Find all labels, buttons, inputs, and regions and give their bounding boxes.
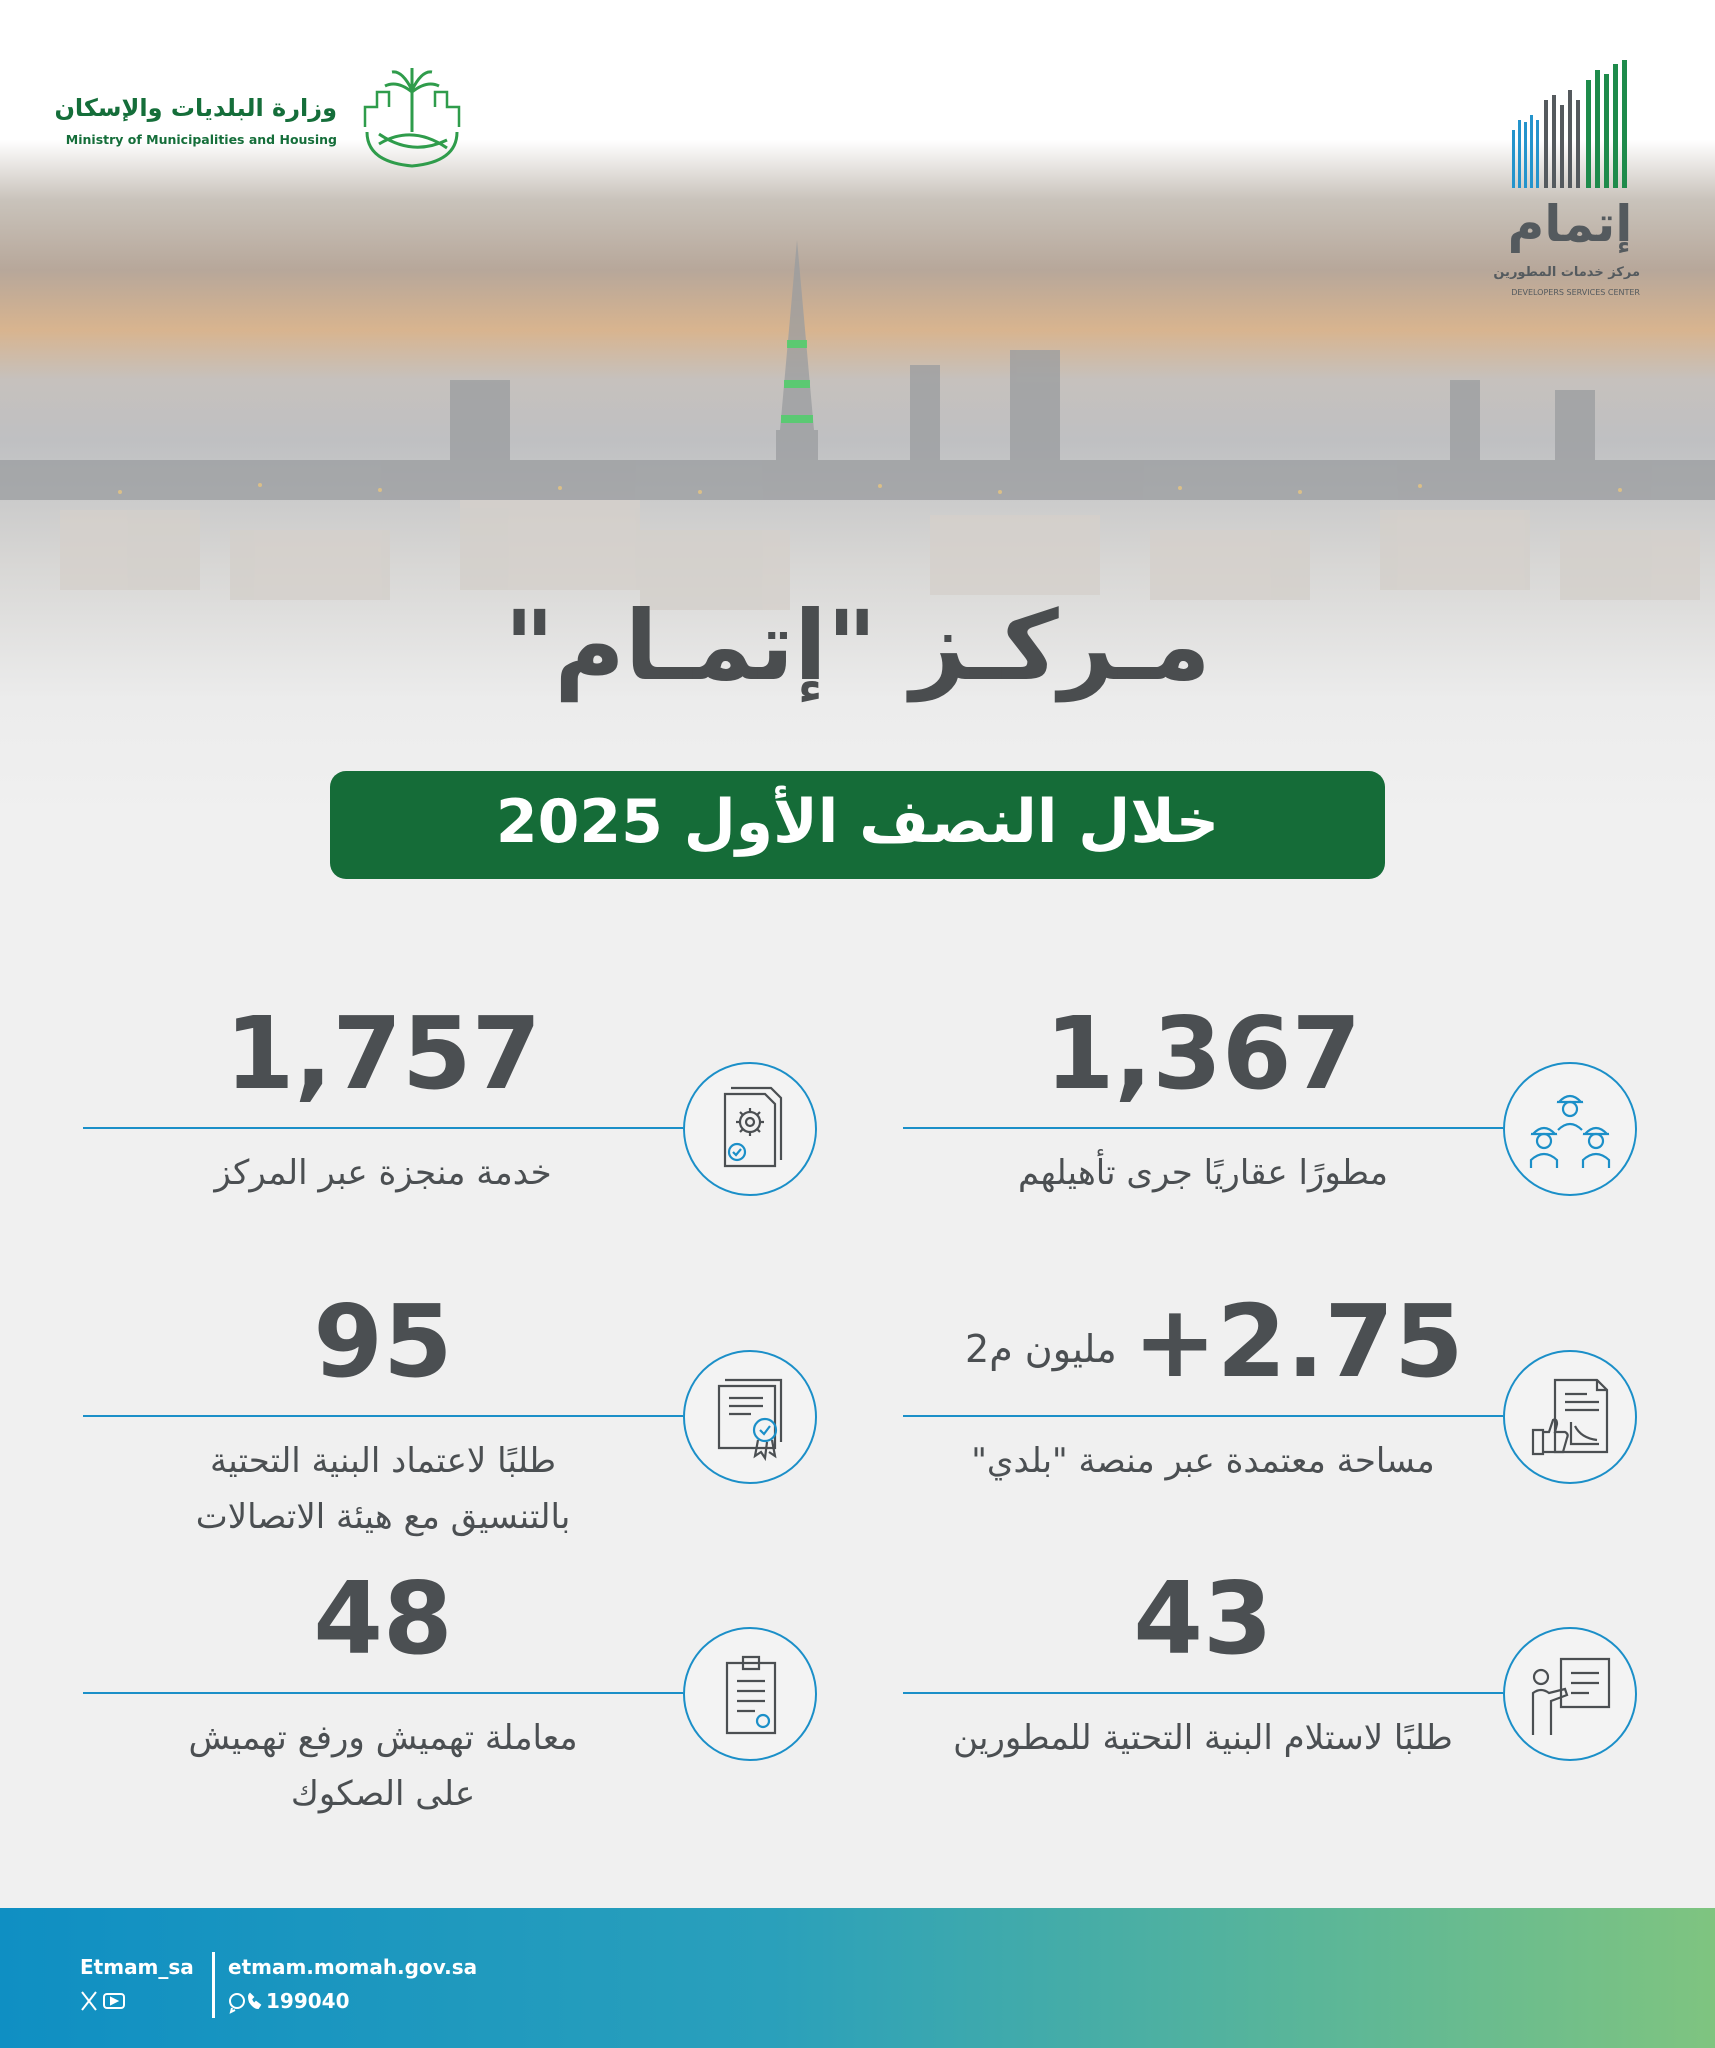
stat-infra-receipt	[903, 1560, 1663, 1830]
stat-value: 1,757	[224, 995, 542, 1112]
website-link[interactable]: etmam.momah.gov.sa	[228, 1955, 478, 1979]
stat-label	[83, 1433, 683, 1545]
stat-label: مطورًا عقاريًا جرى تأهيلهم	[1018, 1153, 1388, 1193]
stat-label-line1: طلبًا لاعتماد البنية التحتية	[209, 1441, 557, 1481]
divider-line	[903, 1692, 1503, 1694]
stat-icon-circle	[683, 1062, 817, 1196]
divider-line	[903, 1127, 1503, 1129]
stat-icon-circle	[683, 1350, 817, 1484]
divider-line	[83, 1692, 683, 1694]
document-thumbs-up-icon	[1525, 1372, 1615, 1462]
stat-label-line2: بالتنسيق مع هيئة الاتصالات	[195, 1497, 571, 1537]
presenter-board-icon	[1525, 1649, 1615, 1739]
stat-infra-approval	[83, 1283, 843, 1553]
ministry-logo	[54, 62, 467, 172]
etmam-subtitle-english: DEVELOPERS SERVICES CENTER	[1511, 288, 1640, 297]
period-banner-text: خلال النصف الأول 2025	[495, 787, 1220, 857]
stat-value: 43	[1133, 1560, 1273, 1677]
stat-label-line2: على الصكوك	[290, 1774, 476, 1814]
stat-value: +2.75	[1133, 1283, 1464, 1400]
stat-icon-circle	[1503, 1062, 1637, 1196]
stat-services	[83, 995, 843, 1265]
clipboard-document-icon	[705, 1649, 795, 1739]
contact-icons	[228, 1988, 264, 2014]
etmam-wordmark: إتمام	[1507, 195, 1633, 253]
document-gear-check-icon	[705, 1084, 795, 1174]
whatsapp-icon	[230, 1994, 244, 2012]
stat-icon-circle	[1503, 1627, 1637, 1761]
period-banner	[330, 771, 1385, 879]
social-icons	[80, 1988, 140, 2014]
social-handle[interactable]: Etmam_sa	[80, 1955, 194, 1979]
x-icon[interactable]	[82, 1992, 96, 2010]
stat-label: مساحة معتمدة عبر منصة "بلدي"	[971, 1441, 1435, 1481]
divider-line	[83, 1415, 683, 1417]
divider-line	[83, 1127, 683, 1129]
footer-separator	[212, 1952, 215, 2018]
certificate-ribbon-icon	[705, 1372, 795, 1462]
stat-value: 48	[313, 1560, 453, 1677]
stat-area	[903, 1283, 1663, 1553]
city-skyline-image	[0, 230, 1715, 650]
stat-label: خدمة منجزة عبر المركز	[214, 1153, 552, 1193]
palm-swords-emblem-icon	[357, 62, 467, 172]
divider-line	[903, 1415, 1503, 1417]
stat-unit: مليون م2	[965, 1327, 1117, 1371]
buildings-bars-icon	[1500, 60, 1640, 190]
footer-bar	[0, 1908, 1715, 2048]
page-title: مـركـز "إتمـام"	[504, 590, 1211, 702]
ministry-name-arabic: وزارة البلديات والإسكان	[54, 94, 337, 122]
stat-label: طلبًا لاستلام البنية التحتية للمطورين	[953, 1718, 1453, 1758]
stat-icon-circle	[683, 1627, 817, 1761]
etmam-subtitle-arabic: مركز خدمات المطورين	[1493, 265, 1640, 280]
workers-group-icon	[1525, 1084, 1615, 1174]
stat-value: 1,367	[1044, 995, 1362, 1112]
stat-icon-circle	[1503, 1350, 1637, 1484]
stat-value: 95	[313, 1283, 453, 1400]
etmam-logo	[1493, 60, 1640, 310]
stat-developers	[903, 995, 1663, 1265]
phone-icon	[249, 1994, 260, 2008]
ministry-name-english: Ministry of Municipalities and Housing	[65, 132, 337, 147]
phone-number[interactable]: 199040	[266, 1989, 350, 2013]
youtube-icon[interactable]	[104, 1994, 124, 2008]
stat-deeds	[83, 1560, 843, 1830]
stat-label-line1: معاملة تهميش ورفع تهميش	[188, 1718, 578, 1758]
stat-label	[83, 1710, 683, 1822]
